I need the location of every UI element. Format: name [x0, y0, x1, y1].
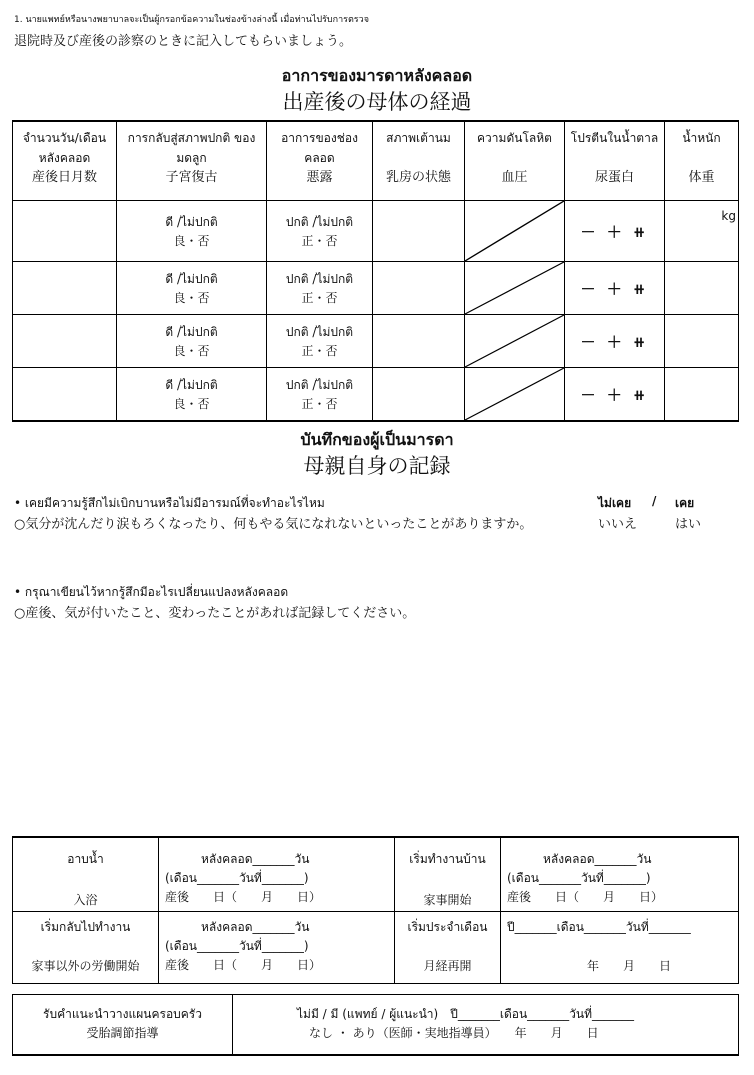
- breast-cell[interactable]: [373, 368, 465, 422]
- uterus-cell[interactable]: ดี /ไม่ปกติ 良・否: [117, 262, 267, 315]
- weight-unit: kg: [721, 209, 736, 223]
- q1-sep: /: [652, 494, 657, 508]
- q1-yes-jp[interactable]: はい: [675, 517, 702, 532]
- bath-date[interactable]: หลังคลอด_______วัน (เดือน_______วันที่_______) 産後 日（ 月 日）: [159, 837, 395, 911]
- protein-cell[interactable]: － ＋ ⧺: [565, 315, 665, 368]
- days-cell[interactable]: [13, 368, 117, 422]
- family-planning-table: [12, 994, 739, 1056]
- q1-no-jp[interactable]: いいえ: [598, 517, 638, 532]
- days-cell[interactable]: [13, 262, 117, 315]
- bp-cell[interactable]: [465, 201, 565, 262]
- lochia-cell[interactable]: ปกติ /ไม่ปกติ 正・否: [267, 368, 373, 422]
- uterus-cell[interactable]: ดี /ไม่ปกติ 良・否: [117, 315, 267, 368]
- weight-cell[interactable]: [665, 262, 739, 315]
- lochia-cell[interactable]: ปกติ /ไม่ปกติ 正・否: [267, 201, 373, 262]
- section2-title-th: บันทึกของผู้เป็นมารดา: [300, 430, 454, 449]
- bp-cell[interactable]: [465, 315, 565, 368]
- col-protein: โปรตีนในน้ำตาล 尿蛋白: [565, 121, 665, 201]
- col-weight: น้ำหนัก 体重: [665, 121, 739, 201]
- weight-cell[interactable]: [665, 201, 739, 262]
- protein-cell[interactable]: － ＋ ⧺: [565, 368, 665, 422]
- q1-no-th[interactable]: ไม่เคย: [598, 496, 632, 510]
- advice-label: รับคำแนะนำวางแผนครอบครัว 受胎調節指導: [13, 995, 233, 1055]
- uterus-cell[interactable]: ดี /ไม่ปกติ 良・否: [117, 368, 267, 422]
- work-date[interactable]: หลังคลอด_______วัน (เดือน_______วันที่_______) 産後 日（ 月 日）: [159, 911, 395, 983]
- protein-cell[interactable]: － ＋ ⧺: [565, 262, 665, 315]
- resume-activities-table: [12, 836, 739, 984]
- bp-cell[interactable]: [465, 262, 565, 315]
- housework-label: เริ่มทำงานบ้าน 家事開始: [395, 837, 501, 911]
- lochia-cell[interactable]: ปกติ /ไม่ปกติ 正・否: [267, 262, 373, 315]
- days-cell[interactable]: [13, 201, 117, 262]
- section1-title-jp: 出産後の母体の経過: [282, 90, 472, 114]
- days-cell[interactable]: [13, 315, 117, 368]
- advice-options[interactable]: ไม่มี / มี (แพทย์ / ผู้แนะนำ) ปี_______เดือน_______วันที่_______ なし ・ あり（医師・実地指導員） 年 月 日: [233, 995, 739, 1055]
- table-row: [13, 262, 739, 315]
- table-row: [13, 201, 739, 262]
- bp-cell[interactable]: [465, 368, 565, 422]
- weight-cell[interactable]: [665, 368, 739, 422]
- col-bp: ความดันโลหิต 血圧: [465, 121, 565, 201]
- menses-date[interactable]: ปี_______เดือน_______วันที่_______ 年 月 日: [501, 911, 739, 983]
- instruction-jp: 退院時及び産後の診察のときに記入してもらいましょう。: [14, 34, 353, 49]
- q1-th: • เคยมีความรู้สึกไม่เบิกบานหรือไม่มีอารมณ์ที่จะทำอะไรไหม: [14, 496, 325, 510]
- q2-jp: ○産後、気が付いたこと、変わったことがあれば記録してください。: [14, 606, 416, 621]
- q1-yes-th[interactable]: เคย: [675, 496, 695, 510]
- uterus-cell[interactable]: ดี /ไม่ปกติ 良・否: [117, 201, 267, 262]
- breast-cell[interactable]: [373, 315, 465, 368]
- col-lochia: อาการของช่อง คลอด 悪露: [267, 121, 373, 201]
- weight-cell[interactable]: [665, 315, 739, 368]
- protein-cell[interactable]: － ＋ ⧺: [565, 201, 665, 262]
- work-label: เริ่มกลับไปทำงาน 家事以外の労働開始: [13, 911, 159, 983]
- housework-date[interactable]: หลังคลอด_______วัน (เดือน_______วันที่_______) 産後 日（ 月 日）: [501, 837, 739, 911]
- col-breast: สภาพเต้านม 乳房の状態: [373, 121, 465, 201]
- table-row: [13, 368, 739, 422]
- breast-cell[interactable]: [373, 262, 465, 315]
- postpartum-table: [12, 120, 739, 422]
- section2-title-jp: 母親自身の記録: [303, 454, 451, 478]
- section1-title-th: อาการของมารดาหลังคลอด: [281, 66, 473, 85]
- lochia-cell[interactable]: ปกติ /ไม่ปกติ 正・否: [267, 315, 373, 368]
- instruction-th: 1. นายแพทย์หรือนางพยาบาลจะเป็นผู้กรอกข้อความในช่องข้างล่างนี้ เมื่อท่านไปรับการตรวจ: [14, 15, 369, 25]
- col-days: จำนวนวัน/เดือน หลังคลอด 産後日月数: [13, 121, 117, 201]
- col-uterus: การกลับสู่สภาพปกติ ของมดลูก 子宮復古: [117, 121, 267, 201]
- notes-area[interactable]: [14, 625, 740, 825]
- breast-cell[interactable]: [373, 201, 465, 262]
- table-row: [13, 315, 739, 368]
- q1-jp: ○気分が沈んだり涙もろくなったり、何もやる気になれないといったことがありますか。: [14, 517, 533, 532]
- q2-th: • กรุณาเขียนไว้หากรู้สึกมีอะไรเปลี่ยนแปลงหลังคลอด: [14, 585, 289, 599]
- menses-label: เริ่มประจำเดือน 月経再開: [395, 911, 501, 983]
- bath-label: อาบน้ำ 入浴: [13, 837, 159, 911]
